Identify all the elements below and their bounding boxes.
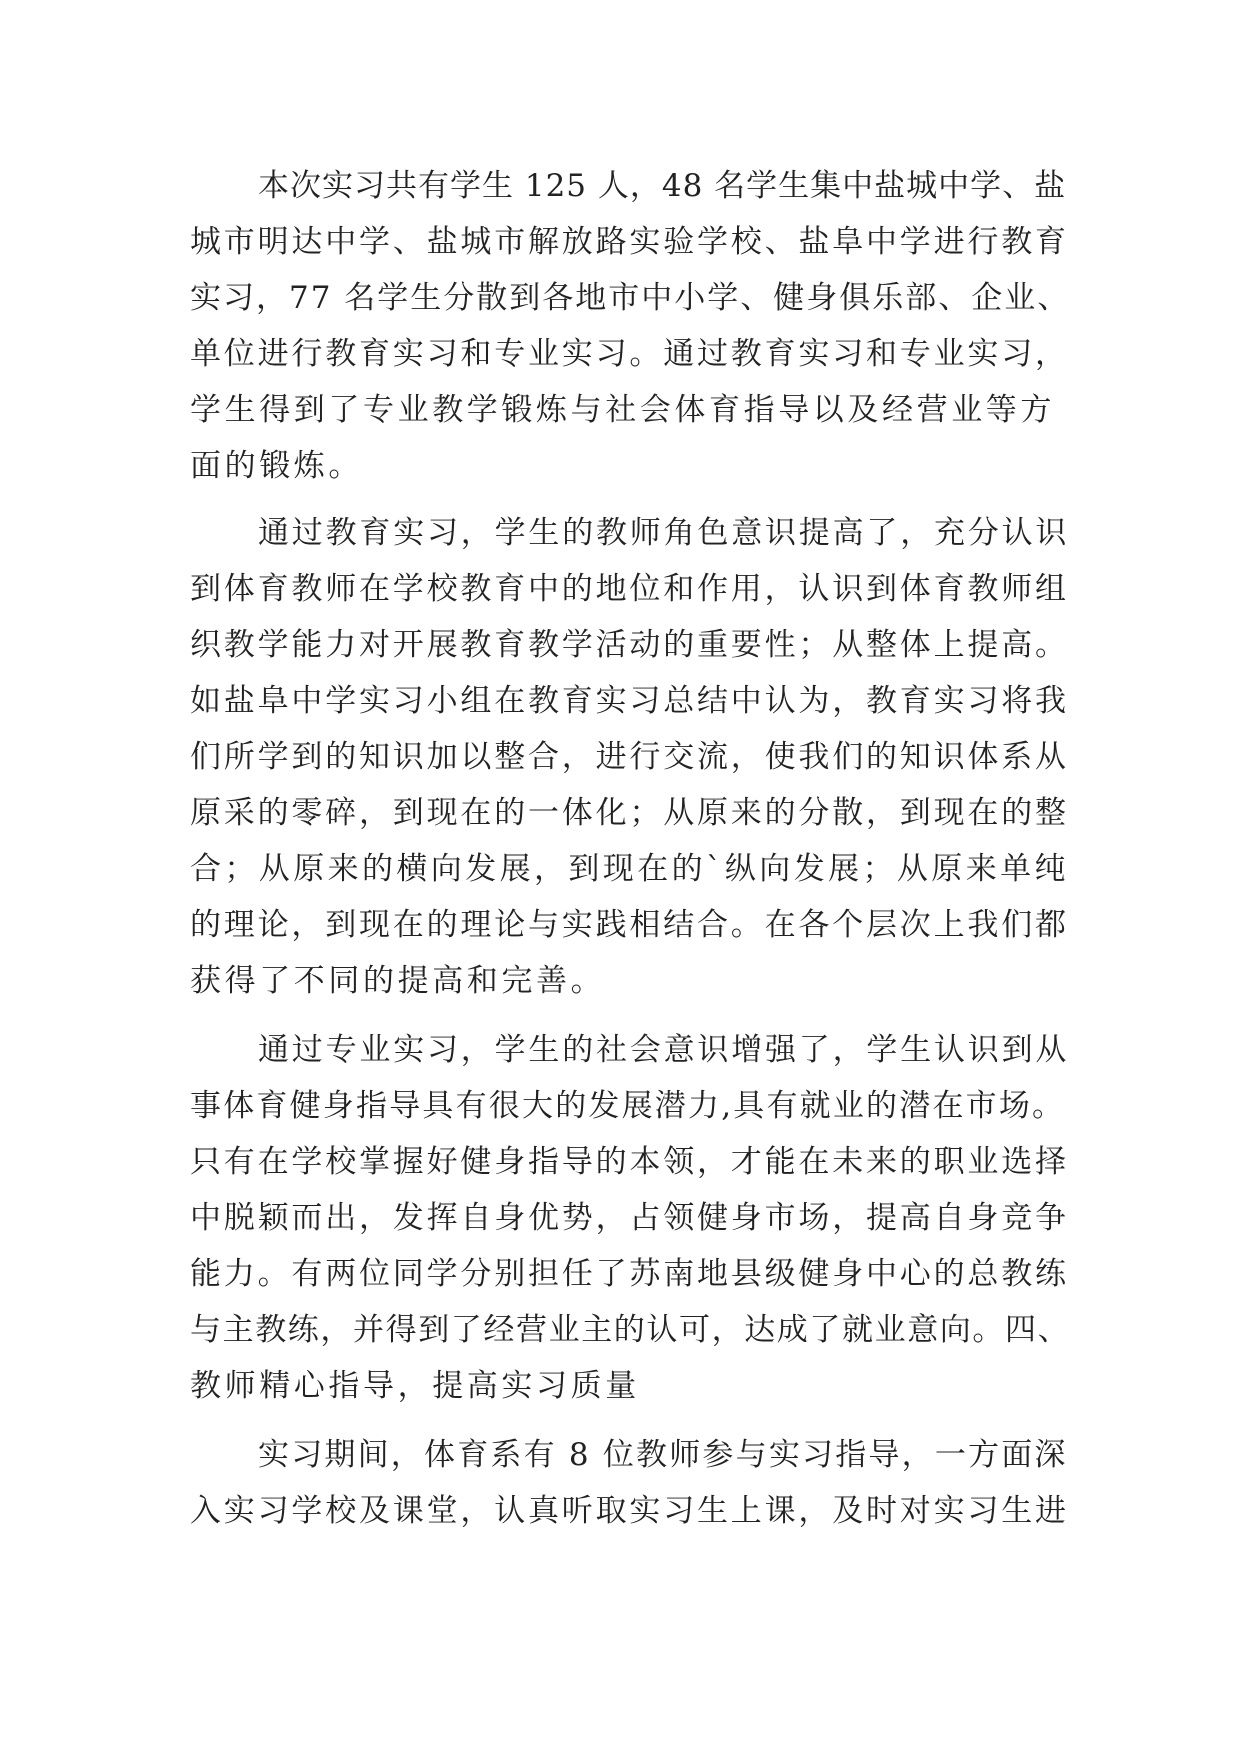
text-line: 事体育健身指导具有很大的发展潜力,具有就业的潜在市场。 <box>190 1088 1066 1124</box>
text-line: 教师精心指导，提高实习质量 <box>190 1368 640 1404</box>
text-line: 入实习学校及课堂，认真听取实习生上课，及时对实习生进 <box>190 1493 1069 1529</box>
text-line: 通过专业实习，学生的社会意识增强了，学生认识到从 <box>258 1032 1070 1068</box>
text-line: 到体育教师在学校教育中的地位和作用，认识到体育教师组 <box>190 571 1069 607</box>
text-line: 中脱颖而出，发挥自身优势，占领健身市场，提高自身竞争 <box>190 1200 1069 1236</box>
paragraph-internship-overview <box>190 158 1070 494</box>
paragraph-professional-practice <box>190 1022 1070 1414</box>
text-line: 获得了不同的提高和完善。 <box>190 963 606 999</box>
text-line: 合；从原来的横向发展，到现在的`纵向发展；从原来单纯 <box>190 851 1069 887</box>
text-line: 城市明达中学、盐城市解放路实验学校、盐阜中学进行教育 <box>190 224 1069 260</box>
text-line: 只有在学校掌握好健身指导的本领，才能在未来的职业选择 <box>190 1144 1069 1180</box>
text-line: 实习期间，体育系有 8 位教师参与实习指导，一方面深 <box>258 1437 1068 1473</box>
text-line: 能力。有两位同学分别担任了苏南地县级健身中心的总教练 <box>190 1256 1069 1292</box>
paragraph-teaching-practice <box>190 505 1070 1009</box>
text-line: 们所学到的知识加以整合，进行交流，使我们的知识体系从 <box>190 739 1069 775</box>
text-line: 通过教育实习，学生的教师角色意识提高了，充分认识 <box>258 515 1070 551</box>
text-line: 织教学能力对开展教育教学活动的重要性；从整体上提高。 <box>190 627 1069 663</box>
text-line: 的理论，到现在的理论与实践相结合。在各个层次上我们都 <box>190 907 1069 943</box>
paragraph-teacher-guidance <box>190 1427 1070 1539</box>
text-line: 学生得到了专业教学锻炼与社会体育指导以及经营业等方 <box>190 392 1055 428</box>
text-line: 本次实习共有学生 125 人，48 名学生集中盐城中学、盐 <box>258 168 1067 204</box>
text-line: 实习，77 名学生分散到各地市中小学、健身俱乐部、企业、 <box>190 280 1071 316</box>
text-line: 单位进行教育实习和专业实习。通过教育实习和专业实习， <box>190 336 1069 372</box>
text-line: 原采的零碎，到现在的一体化；从原来的分散，到现在的整 <box>190 795 1069 831</box>
text-line: 面的锻炼。 <box>190 448 363 484</box>
text-line: 与主教练，并得到了经营业主的认可，达成了就业意向。四、 <box>190 1312 1071 1348</box>
text-line: 如盐阜中学实习小组在教育实习总结中认为，教育实习将我 <box>190 683 1069 719</box>
